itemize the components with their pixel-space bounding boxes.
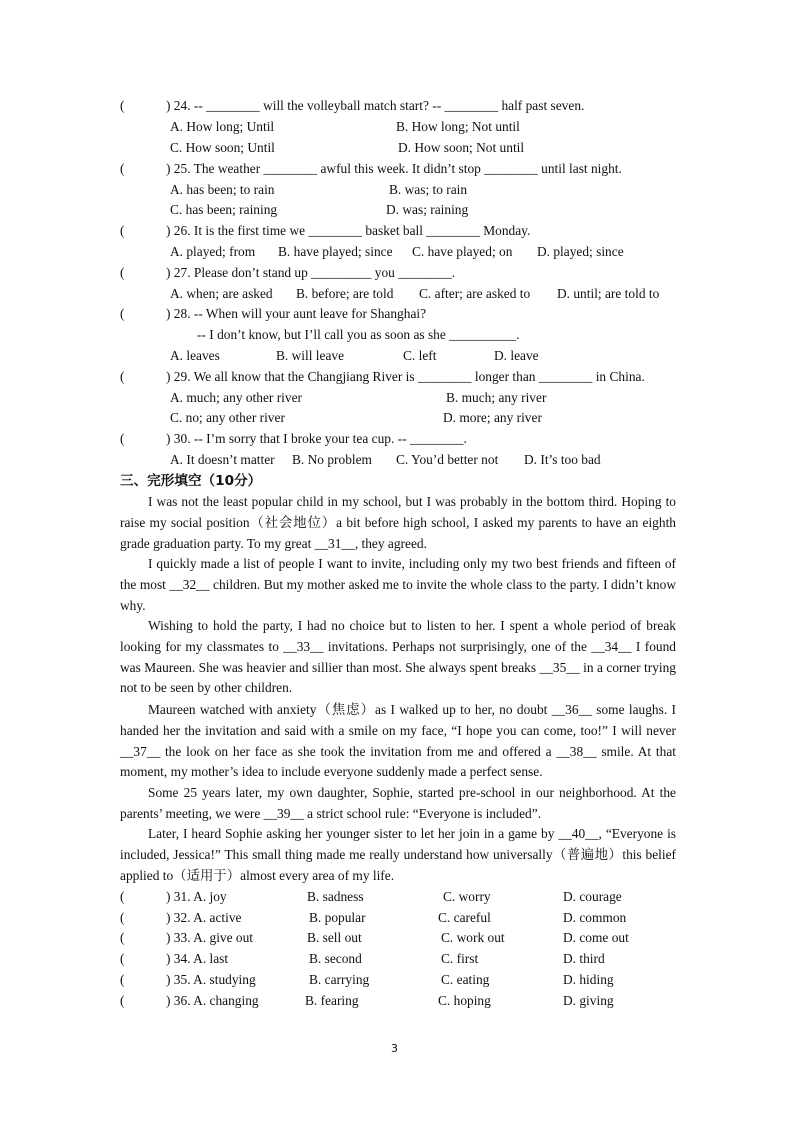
option-c: C. no; any other river (170, 410, 285, 425)
answer-paren: ( (120, 369, 125, 384)
answer-paren: ( (120, 930, 125, 945)
answer-paren: ( (120, 223, 125, 238)
question-28-reply: -- I don’t know, but I’ll call you as soon as she __________. (197, 327, 520, 342)
answer-paren: ( (120, 910, 125, 925)
question-24: ) 24. -- ________ will the volleyball match start? -- ________ half past seven. (166, 98, 585, 113)
option-b: B. fearing (305, 993, 359, 1008)
option-b: B. sadness (307, 889, 364, 904)
question-29: ) 29. We all know that the Changjiang River is ________ longer than ________ in China. (166, 369, 645, 384)
passage-paragraph: I quickly made a list of people I want to invite, including only my two best friends and fifteen of the most __32__ children. But my mother asked me to invite the whole class to the party. I didn’t know why. (120, 556, 676, 613)
option-b: B. much; any river (446, 390, 547, 405)
passage-paragraph: Wishing to hold the party, I had no choice but to listen to her. I spent a whole period of break looking for my classmates to __33__ invitations. Perhaps not surprisingly, one of the __34__ I found was Maureen. She was heavier and sillier than most. She always spent breaks __35__ in a corner trying not to be seen by other children. (120, 618, 676, 696)
option-a: A. much; any other river (170, 390, 303, 405)
question-28: ) 28. -- When will your aunt leave for Shanghai? (166, 306, 427, 321)
option-c: C. eating (441, 972, 490, 987)
question-27: ) 27. Please don’t stand up _________ you ________. (166, 265, 456, 280)
option-a: A. How long; Until (170, 119, 275, 134)
answer-paren: ( (120, 993, 125, 1008)
option-b: B. have played; since (278, 244, 393, 259)
answer-paren: ( (120, 306, 125, 321)
option-d: D. come out (563, 930, 629, 945)
choice-36: ) 36. A. changing (166, 993, 259, 1008)
option-c: C. after; are asked to (419, 286, 531, 301)
option-a: A. played; from (170, 244, 256, 259)
option-b: B. popular (309, 910, 366, 925)
option-d: D. was; raining (386, 202, 469, 217)
option-b: B. second (309, 951, 362, 966)
answer-paren: ( (120, 889, 125, 904)
option-d: D. leave (494, 348, 539, 363)
option-b: B. was; to rain (389, 182, 468, 197)
option-c: C. left (403, 348, 437, 363)
option-c: C. has been; raining (170, 202, 278, 217)
option-c: C. How soon; Until (170, 140, 275, 155)
option-d: D. until; are told to (557, 286, 660, 301)
option-d: D. courage (563, 889, 622, 904)
option-b: B. before; are told (296, 286, 394, 301)
choice-35: ) 35. A. studying (166, 972, 256, 987)
passage-paragraph: I was not the least popular child in my school, but I was probably in the bottom third. Hoping to raise my social position（社会地位）a bit before high school, I asked my parents to have an eighth grade graduation party. To my great __31__, they agreed. (120, 494, 676, 551)
choice-33: ) 33. A. give out (166, 930, 254, 945)
option-d: D. third (563, 951, 605, 966)
option-d: D. common (563, 910, 627, 925)
option-c: C. first (441, 951, 479, 966)
option-c: C. worry (443, 889, 491, 904)
answer-paren: ( (120, 265, 125, 280)
question-25: ) 25. The weather ________ awful this week. It didn’t stop ________ until last night. (166, 161, 622, 176)
answer-paren: ( (120, 951, 125, 966)
option-a: A. when; are asked (170, 286, 273, 301)
option-c: C. have played; on (412, 244, 513, 259)
passage-paragraph: Later, I heard Sophie asking her younger sister to let her join in a game by __40__, “Everyone is included, Jessica!” This small thing made me really understand how universally（普遍地）this belief applied to（适用于）almost every area of my life. (120, 826, 676, 883)
question-26: ) 26. It is the first time we ________ basket ball ________ Monday. (166, 223, 531, 238)
option-d: D. giving (563, 993, 614, 1008)
option-d: D. played; since (537, 244, 624, 259)
option-b: B. sell out (307, 930, 362, 945)
passage-paragraph: Maureen watched with anxiety（焦虑）as I walked up to her, no doubt __36__ some laughs. I handed her the invitation and said with a smile on my face, “I hope you can come, too!” I will never __37__ the look on her face as she took the invitation from me and offered a __38__ smile. At that moment, my mother’s idea to include everyone suddenly made a perfect sense. (120, 702, 676, 780)
answer-paren: ( (120, 431, 125, 446)
passage-paragraph: Some 25 years later, my own daughter, Sophie, started pre-school in our neighborhood. At the parents’ meeting, we were __39__ a strict school rule: “Everyone is included”. (120, 785, 676, 821)
option-b: B. carrying (309, 972, 370, 987)
option-a: A. It doesn’t matter (170, 452, 275, 467)
section-heading: 三、完形填空（10分） (120, 473, 262, 489)
option-a: A. has been; to rain (170, 182, 275, 197)
question-30: ) 30. -- I’m sorry that I broke your tea cup. -- ________. (166, 431, 467, 446)
option-a: A. leaves (170, 348, 220, 363)
option-b: B. will leave (276, 348, 345, 363)
page-number: 3 (391, 1042, 398, 1055)
option-d: D. How soon; Not until (398, 140, 525, 155)
option-d: D. more; any river (443, 410, 542, 425)
option-b: B. How long; Not until (396, 119, 520, 134)
option-b: B. No problem (292, 452, 372, 467)
option-c: C. You’d better not (396, 452, 499, 467)
choice-31: ) 31. A. joy (166, 889, 227, 904)
choice-32: ) 32. A. active (166, 910, 242, 925)
option-d: D. hiding (563, 972, 614, 987)
answer-paren: ( (120, 98, 125, 113)
answer-paren: ( (120, 161, 125, 176)
option-c: C. hoping (438, 993, 491, 1008)
option-c: C. careful (438, 910, 491, 925)
option-c: C. work out (441, 930, 505, 945)
choice-34: ) 34. A. last (166, 951, 229, 966)
option-d: D. It’s too bad (524, 452, 601, 467)
answer-paren: ( (120, 972, 125, 987)
